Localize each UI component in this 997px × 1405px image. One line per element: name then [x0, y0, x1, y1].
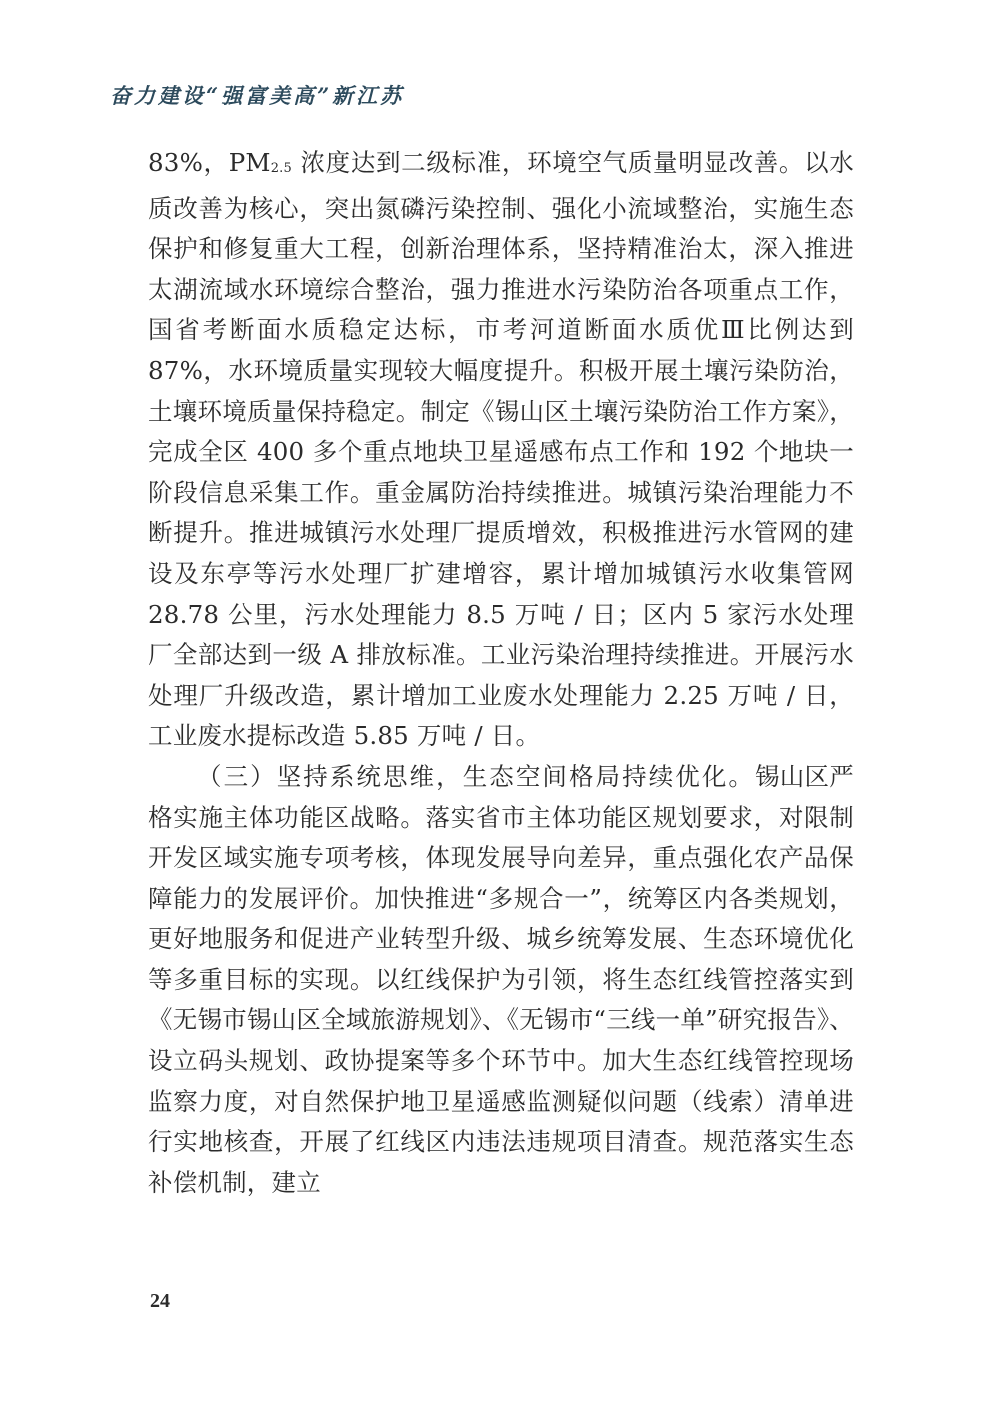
paragraph-1-text: 浓度达到二级标准，环境空气质量明显改善。以水质改善为核心，突出氮磷污染控制、强化小流域整治，实施生态保护和修复重大工程，创新治理体系，坚持精准治太，深入推进太湖流域水环境综合整治，强力推进水污染防治各项重点工作，国省考断面水质稳定达标，市考河道断面水质优Ⅲ比例达到 87%，水环境质量实现较大幅度提升。积极开展土壤污染防治，土壤环境质量保持稳定。制定《锡山区土壤污染防治工作方案》，完成全区 400 多个重点地块卫星遥感布点工作和 192 个地块一阶段信息采集工作。重金属防治持续推进。城镇污染治理能力不断提升。推进城镇污水处理厂提质增效，积极推进污水管网的建设及东亭等污水处理厂扩建增容，累计增加城镇污水收集管网 28.78 公里，污水处理能力 8.5 万吨 / 日；区内 5 家污水处理厂全部达到一级 A 排放标准。工业污染治理持续推进。开展污水处理厂升级改造，累计增加工业废水处理能力 2.25 万吨 / 日，工业废水提标改造 5.85 万吨 / 日。	[148, 148, 854, 751]
body-paragraph-2	[148, 757, 854, 1204]
running-header-title: 奋力建设“强富美高”新江苏	[110, 83, 405, 108]
paragraph-2-text: 锡山区严格实施主体功能区战略。落实省市主体功能区规划要求，对限制开发区域实施专项考核，体现发展导向差异，重点强化农产品保障能力的发展评价。加快推进“多规合一”，统筹区内各类规划，更好地服务和促进产业转型升级、城乡统筹发展、生态环境优化等多重目标的实现。以红线保护为引领，将生态红线管控落实到《无锡市锡山区全域旅游规划》、《无锡市“三线一单”研究报告》、设立码头规划、政协提案等多个环节中。加大生态红线管控现场监察力度，对自然保护地卫星遥感监测疑似问题（线索）清单进行实地核查，开展了红线区内违法违规项目清查。规范落实生态补偿机制，建立	[148, 761, 854, 1197]
body-paragraph-1	[148, 143, 854, 757]
section-3-heading: （三）坚持系统思维，生态空间格局持续优化。	[197, 761, 755, 791]
page-number: 24	[150, 1290, 170, 1312]
pm-subscript: 2.5	[270, 161, 292, 176]
header-rule	[110, 118, 887, 119]
page-body	[148, 143, 854, 1203]
paragraph-1-lead: 83%，PM	[148, 148, 271, 177]
